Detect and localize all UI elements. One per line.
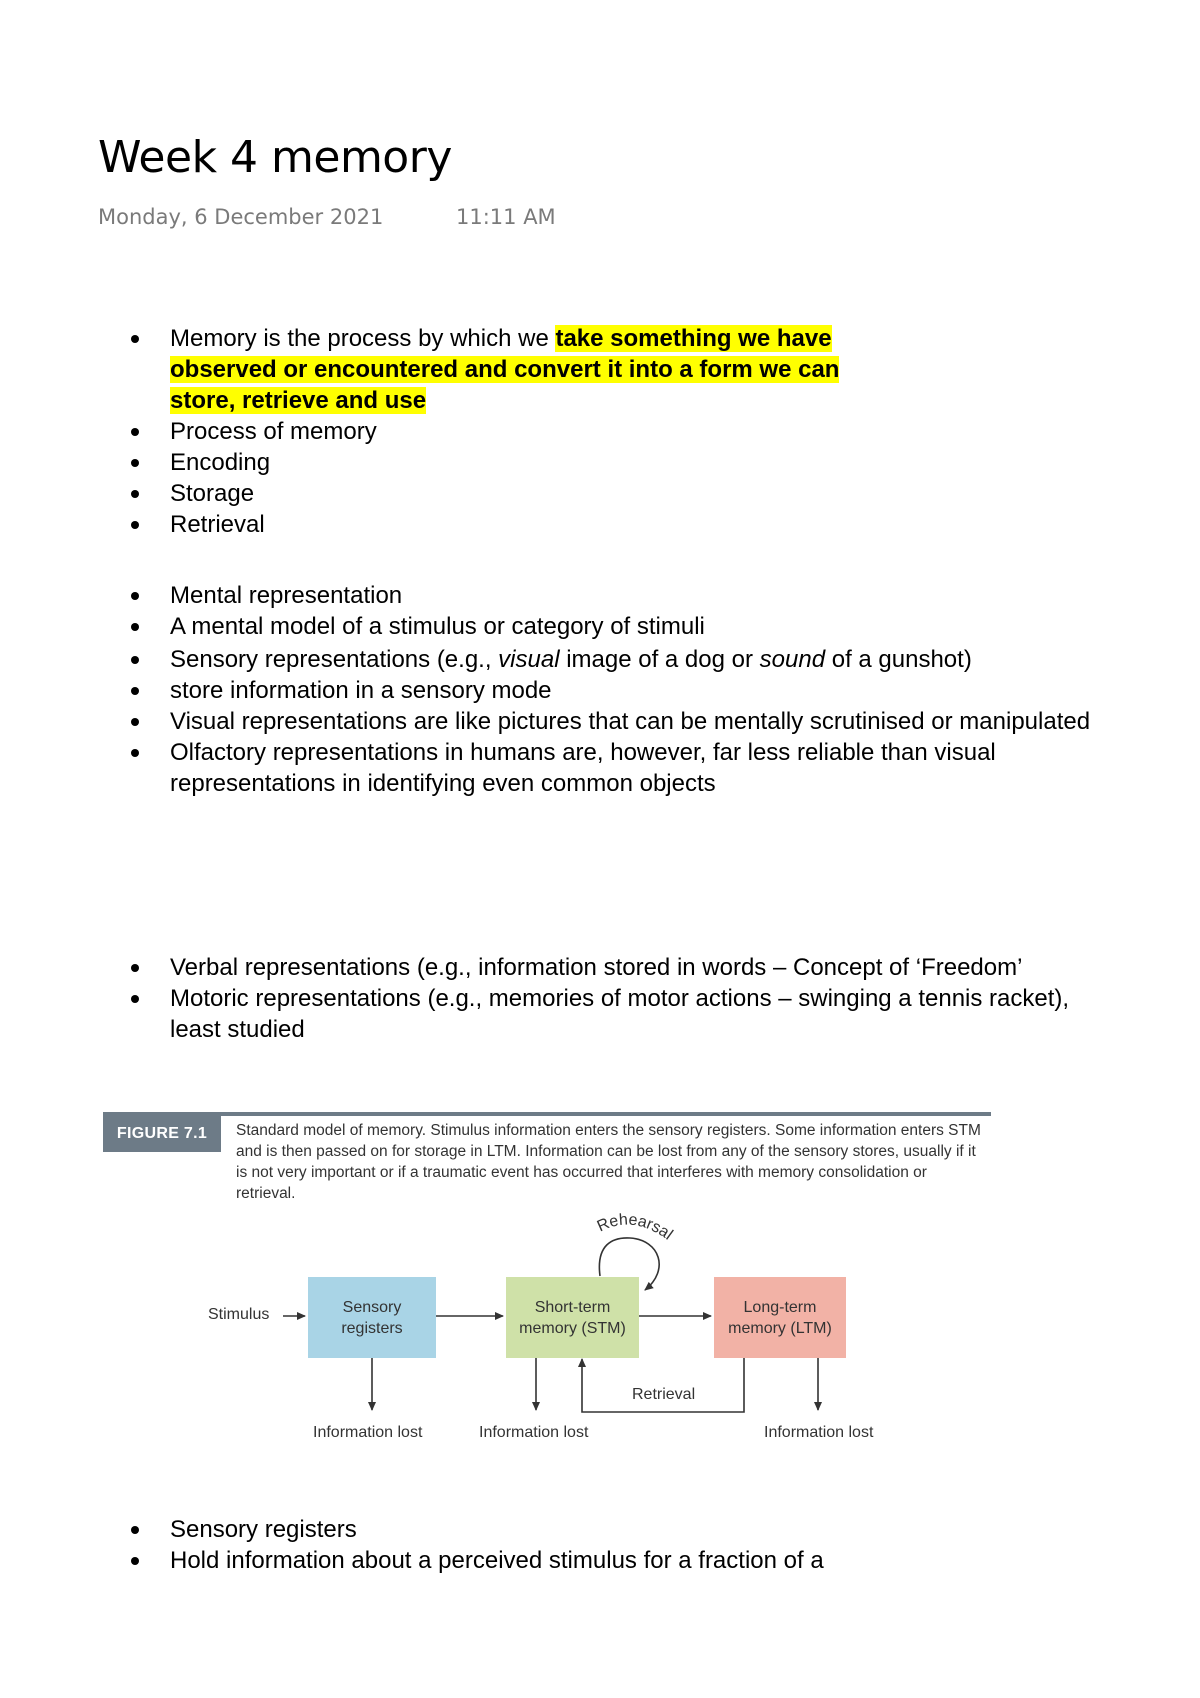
stimulus-label: Stimulus <box>208 1306 270 1323</box>
stm-box <box>506 1277 639 1358</box>
list-item <box>98 1514 1105 1545</box>
bullet-text: Retrieval <box>170 511 265 538</box>
box-label-line: Short-term <box>534 1298 611 1316</box>
bullet-text: Memory is the process by which we <box>170 325 556 352</box>
highlighted-text: observed or encountered and convert it into a form we can <box>170 356 840 383</box>
bullet-text: of a gunshot) <box>825 646 972 673</box>
info-lost-label-sensory: Information lost <box>313 1424 423 1441</box>
bullet-text: Storage <box>170 480 255 507</box>
highlighted-text: store, retrieve and use <box>170 387 427 414</box>
italic-text: sound <box>759 646 826 673</box>
bullet-text: Process of memory <box>170 418 377 445</box>
sensory-registers-box <box>308 1277 436 1358</box>
figure-caption: Standard model of memory. Stimulus information enters the sensory registers. Some information enters STM and is then passed on for storage in LTM. Information can be lost from any of the sensory stores, usually if it is not very important or if a traumatic event has occurred that interferes with memory consolidation or retrieval. <box>236 1122 981 1202</box>
bullet-text: Encoding <box>170 449 271 476</box>
bullet-text: Verbal representations (e.g., information stored in words – Concept of ‘Freedom’ <box>170 954 1023 981</box>
note-date: Monday, 6 December 2021 <box>98 205 384 229</box>
box-label-line: Sensory <box>342 1298 402 1316</box>
page-title: Week 4 memory <box>98 132 452 183</box>
box-label-line: memory (LTM) <box>728 1319 832 1337</box>
bullet-text: A mental model of a stimulus or category of stimuli <box>170 613 705 640</box>
bullet-text: Motoric representations (e.g., memories of motor actions – swinging a tennis racket), least studied <box>170 985 1070 1043</box>
bullet-text: Hold information about a perceived stimulus for a fraction of a <box>170 1547 824 1574</box>
bullet-list-sensory-registers <box>98 1514 1105 1576</box>
bullet-text: image of a dog or <box>559 646 760 673</box>
bullet-text: Sensory registers <box>170 1516 357 1543</box>
retrieval-label: Retrieval <box>632 1386 696 1403</box>
figure-label: FIGURE 7.1 <box>103 1116 221 1152</box>
list-item <box>98 1545 1105 1576</box>
box-label-line: memory (STM) <box>519 1319 626 1337</box>
italic-text: visual <box>498 646 560 673</box>
info-lost-label-ltm: Information lost <box>764 1424 874 1441</box>
info-lost-label-stm: Information lost <box>479 1424 589 1441</box>
box-label-line: registers <box>341 1319 403 1337</box>
bullet-text: Sensory representations (e.g., <box>170 646 499 673</box>
ltm-box <box>714 1277 846 1358</box>
rehearsal-label: Rehearsal <box>594 1211 676 1244</box>
bullet-text: Visual representations are like pictures that can be mentally scrutinised or manipulated <box>170 708 1091 735</box>
note-time: 11:11 AM <box>456 205 556 229</box>
bullet-text: Olfactory representations in humans are, however, far less reliable than visual <box>170 739 996 766</box>
box-label-line: Long-term <box>743 1298 817 1316</box>
bullet-text: representations in identifying even common objects <box>170 770 716 797</box>
highlighted-text: take something we have <box>555 325 832 352</box>
bullet-text: Mental representation <box>170 582 403 609</box>
bullet-text: store information in a sensory mode <box>170 677 552 704</box>
